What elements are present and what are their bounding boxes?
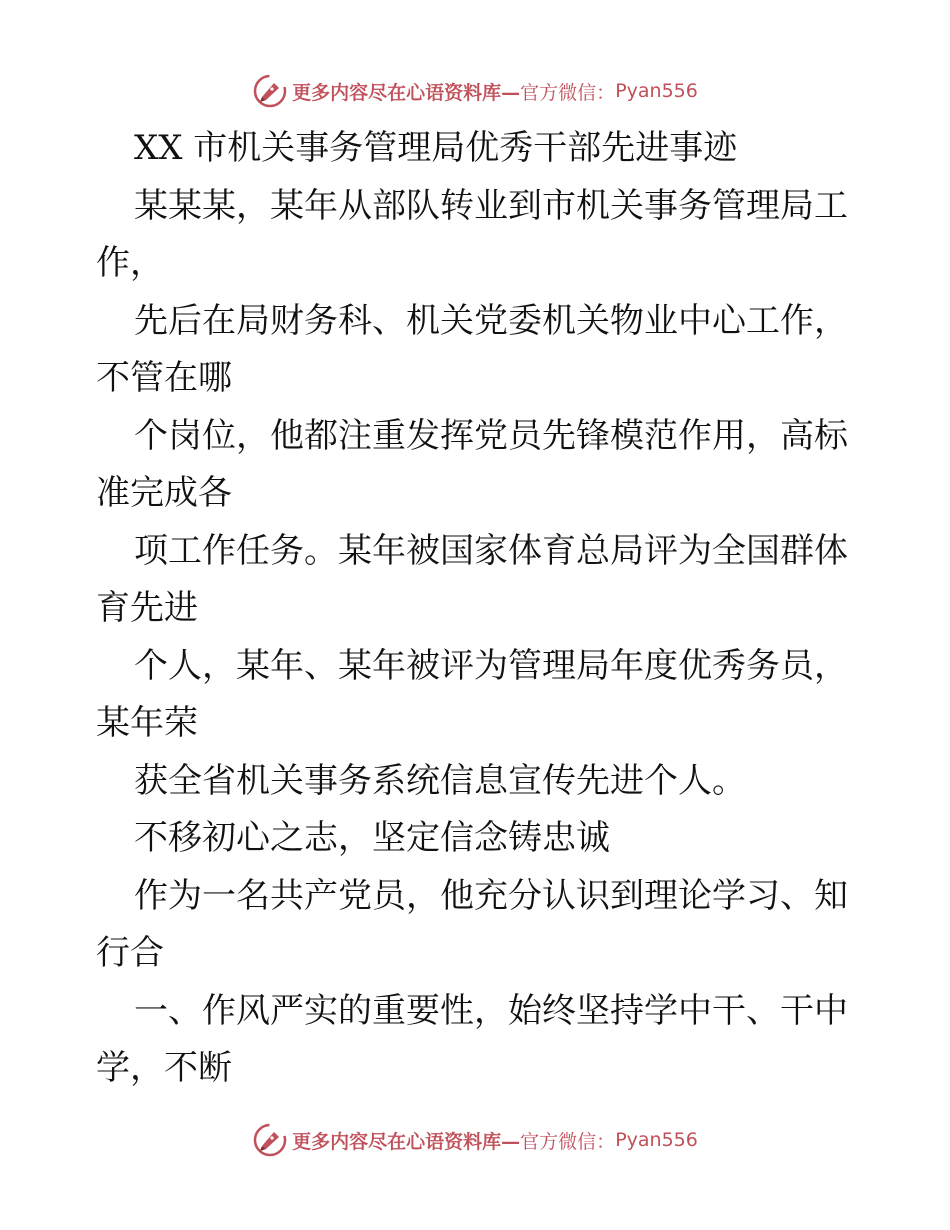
paragraph-line: 不管在哪: [96, 358, 232, 398]
banner-text: 更多内容尽在心语资料库—: [292, 1130, 521, 1153]
paragraph-line: 准完成各: [96, 473, 232, 513]
paragraph-line: 获全省机关事务系统信息宣传先进个人。: [134, 761, 746, 801]
document-title: XX 市机关事务管理局优秀干部先进事迹: [134, 128, 738, 168]
paragraph-line: 学，不断: [96, 1048, 232, 1088]
header-watermark-banner: [0, 71, 950, 111]
pen-nib-logo-icon: [252, 73, 288, 109]
paragraph-line: 某年荣: [96, 703, 198, 743]
banner-wechat-id: Pyan556: [615, 80, 698, 102]
paragraph-line: 某某某，某年从部队转业到市机关事务管理局工: [134, 186, 848, 226]
paragraph-line: 作，: [96, 243, 164, 283]
banner-text: 更多内容尽在心语资料库—: [292, 81, 521, 104]
footer-watermark-banner: [0, 1120, 950, 1160]
paragraph-line: 项工作任务。某年被国家体育总局评为全国群体: [134, 531, 848, 571]
paragraph-line: 个岗位，他都注重发挥党员先锋模范作用，高标: [134, 416, 848, 456]
paragraph-line: 一、作风严实的重要性，始终坚持学中干、干中: [134, 991, 848, 1031]
paragraph-line: 作为一名共产党员，他充分认识到理论学习、知: [134, 876, 848, 916]
paragraph-line: 育先进: [96, 588, 198, 628]
paragraph-line: 行合: [96, 933, 164, 973]
paragraph-line: 个人，某年、某年被评为管理局年度优秀务员，: [134, 646, 848, 686]
section-heading: 不移初心之志，坚定信念铸忠诚: [134, 818, 610, 858]
paragraph-line: 先后在局财务科、机关党委机关物业中心工作，: [134, 301, 848, 341]
banner-wechat-id: Pyan556: [615, 1129, 698, 1151]
pen-nib-logo-icon: [252, 1122, 288, 1158]
banner-wechat-label: 官方微信：: [520, 1130, 616, 1153]
banner-wechat-label: 官方微信：: [520, 81, 616, 104]
